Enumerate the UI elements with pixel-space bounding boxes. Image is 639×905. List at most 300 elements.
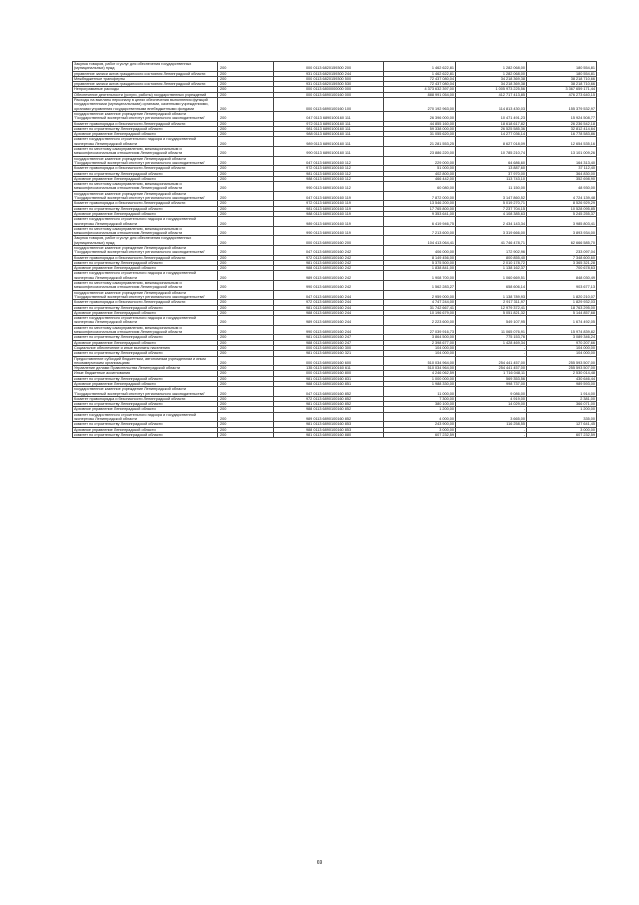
- row-executed-cell: 10 785 210,74: [456, 147, 527, 157]
- row-executed-cell: 569 353,56: [456, 376, 527, 381]
- row-unexecuted-cell: 15 924 508,77: [527, 111, 597, 121]
- row-executed-cell: 14 277 036,14: [456, 132, 527, 137]
- row-approved-cell: 229 000,00: [384, 156, 456, 166]
- row-approved-cell: 1 462 622,81: [384, 62, 456, 72]
- row-name-cell: Социальное обеспечение и иные выплаты населению: [73, 345, 218, 350]
- row-code-cell: 047 0113 6890100160 852: [274, 387, 384, 397]
- row-executed-cell: 37 970,00: [456, 171, 527, 176]
- row-name-cell: Архивное управление Ленинградской области: [73, 427, 218, 432]
- row-code-cell: 989 0113 6890100160 244: [274, 316, 384, 326]
- row-approved-cell: 1 988 330,00: [384, 382, 456, 387]
- row-chapter-cell: 200: [218, 266, 274, 271]
- row-unexecuted-cell: 989 593,00: [527, 382, 597, 387]
- row-approved-cell: 31 055 620,00: [384, 132, 456, 137]
- row-approved-cell: 7 872 000,00: [384, 191, 456, 201]
- row-name-cell: комитет государственного строительного надзора и государственной экспертизы Ленинградской области: [73, 137, 218, 147]
- row-code-cell: 972 0113 6890100160 112: [274, 166, 384, 171]
- row-approved-cell: 2 398 677,00: [384, 340, 456, 345]
- row-unexecuted-cell: 10 528 095,85: [527, 206, 597, 211]
- table-row: [73, 92, 597, 97]
- row-code-cell: 047 0113 6890100160 242: [274, 245, 384, 255]
- row-approved-cell: 27 039 916,73: [384, 325, 456, 335]
- row-chapter-cell: 200: [218, 396, 274, 401]
- table-row: [73, 191, 597, 201]
- row-name-cell: Архивное управление Ленинградской области: [73, 382, 218, 387]
- table-row: [73, 432, 597, 437]
- row-name-cell: комитет по строительству Ленинградской области: [73, 206, 218, 211]
- row-executed-cell: 1 005 973 225,56: [456, 87, 527, 92]
- row-unexecuted-cell: 18 763 295,00: [527, 305, 597, 310]
- row-chapter-cell: 200: [218, 121, 274, 126]
- row-chapter-cell: 200: [218, 182, 274, 192]
- row-chapter-cell: 200: [218, 335, 274, 340]
- row-approved-cell: 5 375 500,00: [384, 260, 456, 265]
- row-executed-cell: 64 686,60: [456, 156, 527, 166]
- row-chapter-cell: 200: [218, 176, 274, 181]
- table-row: [73, 182, 597, 192]
- row-code-cell: 990 0113 6890100160 242: [274, 281, 384, 291]
- row-approved-cell: 6 419 946,75: [384, 217, 456, 227]
- row-name-cell: комитет по строительству Ленинградской области: [73, 305, 218, 310]
- table-row: [73, 147, 597, 157]
- row-unexecuted-cell: 12 654 535,16: [527, 137, 597, 147]
- table-row: [73, 132, 597, 137]
- row-name-cell: Архивное управление Ленинградской области: [73, 340, 218, 345]
- row-code-cell: 135 0113 6890100160 611: [274, 366, 384, 371]
- row-approved-cell: 1 908 700,00: [384, 271, 456, 281]
- row-executed-cell: 1 138 162,37: [456, 266, 527, 271]
- row-name-cell: комитет по местному самоуправлению, межнациональным и межконфессиональным отношениям Ленинградской области: [73, 182, 218, 192]
- row-code-cell: 989 0113 6890100160 852: [274, 412, 384, 422]
- row-executed-cell: 14 029,00: [456, 402, 527, 407]
- row-chapter-cell: 200: [218, 92, 274, 97]
- row-unexecuted-cell: 903 677,13: [527, 281, 597, 291]
- row-approved-cell: 402 800,00: [384, 171, 456, 176]
- row-unexecuted-cell: 7 348 600,60: [527, 255, 597, 260]
- row-unexecuted-cell: 430 646,44: [527, 376, 597, 381]
- row-name-cell: комитет по местному самоуправлению, межнациональным и межконфессиональным отношениям Ленинградской области: [73, 281, 218, 291]
- table-row: [73, 260, 597, 265]
- row-approved-cell: 13 546 200,00: [384, 201, 456, 206]
- row-code-cell: 989 0113 6890100160 111: [274, 137, 384, 147]
- row-unexecuted-cell: 38 218 710,66: [527, 82, 597, 87]
- table-row: [73, 121, 597, 126]
- row-approved-cell: 4 000,00: [384, 412, 456, 422]
- table-row: [73, 422, 597, 427]
- row-chapter-cell: 200: [218, 166, 274, 171]
- table-row: [73, 71, 597, 76]
- row-chapter-cell: 200: [218, 245, 274, 255]
- row-approved-cell: 380 100,00: [384, 402, 456, 407]
- row-code-cell: 990 0113 6890100160 244: [274, 325, 384, 335]
- table-row: [73, 412, 597, 422]
- row-code-cell: 988 0113 6890100160 852: [274, 407, 384, 412]
- row-name-cell: Иные бюджетные ассигнования: [73, 371, 218, 376]
- table-row: [73, 271, 597, 281]
- row-unexecuted-cell: 1 914,00: [527, 387, 597, 397]
- row-approved-cell: 2 223 600,00: [384, 316, 456, 326]
- row-name-cell: комитет по строительству Ленинградской области: [73, 260, 218, 265]
- row-code-cell: 988 0113 6890100160 119: [274, 211, 384, 216]
- row-approved-cell: 270 192 963,00: [384, 98, 456, 112]
- row-code-cell: 981 0113 6890100160 853: [274, 422, 384, 427]
- row-unexecuted-cell: 4 724 139,48: [527, 191, 597, 201]
- row-unexecuted-cell: 164 313,40: [527, 156, 597, 166]
- row-name-cell: комитет государственного строительного надзора и государственной экспертизы Ленинградской области: [73, 412, 218, 422]
- row-chapter-cell: 200: [218, 87, 274, 92]
- row-executed-cell: 1 282 068,00: [456, 71, 527, 76]
- row-approved-cell: 104 000,00: [384, 351, 456, 356]
- row-name-cell: государственное казенное учреждение Ленинградской области "Государственный экспертный институт регионального законодательства": [73, 191, 218, 201]
- table-row: [73, 111, 597, 121]
- row-chapter-cell: 200: [218, 82, 274, 87]
- row-unexecuted-cell: 364 830,00: [527, 171, 597, 176]
- row-approved-cell: 7 300,00: [384, 396, 456, 401]
- table-row: [73, 396, 597, 401]
- row-code-cell: 972 0113 6890100160 852: [274, 396, 384, 401]
- row-name-cell: Межбюджетные трансферты: [73, 76, 218, 81]
- row-code-cell: 989 0113 6890100160 119: [274, 217, 384, 227]
- row-name-cell: комитет по строительству Ленинградской области: [73, 376, 218, 381]
- row-executed-cell: 2 917 311,97: [456, 300, 527, 305]
- row-code-cell: 047 0113 6890100160 244: [274, 290, 384, 300]
- table-body: [73, 62, 597, 438]
- row-chapter-cell: 200: [218, 98, 274, 112]
- table-row: [73, 290, 597, 300]
- row-name-cell: Архивное управление Ленинградской области: [73, 266, 218, 271]
- row-name-cell: комитет государственного строительного надзора и государственной экспертизы Ленинградской области: [73, 271, 218, 281]
- row-code-cell: 972 0113 6890100160 111: [274, 121, 384, 126]
- row-code-cell: 047 0113 6890100160 111: [274, 111, 384, 121]
- row-code-cell: 000 0113 6890100160 800: [274, 371, 384, 376]
- table-row: [73, 305, 597, 310]
- row-name-cell: Комитет правопорядка и безопасности Ленинградской области: [73, 121, 218, 126]
- table-row: [73, 211, 597, 216]
- row-chapter-cell: 200: [218, 412, 274, 422]
- row-chapter-cell: 200: [218, 171, 274, 176]
- row-chapter-cell: 200: [218, 305, 274, 310]
- row-executed-cell: 34 218 369,38: [456, 82, 527, 87]
- row-code-cell: 972 0113 6890100160 119: [274, 201, 384, 206]
- row-chapter-cell: 200: [218, 422, 274, 427]
- row-code-cell: 000 0113 6820159300 200: [274, 62, 384, 72]
- row-unexecuted-cell: 700 678,63: [527, 266, 597, 271]
- row-approved-cell: 4 373 632 397,00: [384, 87, 456, 92]
- row-executed-cell: 11 150,00: [456, 182, 527, 192]
- row-executed-cell: -: [456, 432, 527, 437]
- row-unexecuted-cell: 607 232,59: [527, 432, 597, 437]
- table-row: [73, 335, 597, 340]
- row-code-cell: 000 0113 6890100160 000: [274, 92, 384, 97]
- row-code-cell: 000 0113 6890100160 600: [274, 356, 384, 366]
- row-name-cell: комитет по строительству Ленинградской области: [73, 171, 218, 176]
- row-name-cell: комитет по местному самоуправлению, межнациональным и межконфессиональным отношениям Ленинградской области: [73, 147, 218, 157]
- row-unexecuted-cell: 127 641,45: [527, 422, 597, 427]
- row-executed-cell: 26 525 585,36: [456, 126, 527, 131]
- row-unexecuted-cell: 970 207,66: [527, 340, 597, 345]
- row-executed-cell: 5 051 821,32: [456, 310, 527, 315]
- row-code-cell: 000 0113 6890100160 300: [274, 345, 384, 350]
- row-name-cell: Непрограммные расходы: [73, 87, 218, 92]
- row-code-cell: 981 0113 6890100160 831: [274, 376, 384, 381]
- row-code-cell: 990 0113 6890100160 119: [274, 226, 384, 236]
- row-name-cell: управление записи актов гражданского состояния Ленинградской области: [73, 82, 218, 87]
- row-executed-cell: 5 019 270,71: [456, 201, 527, 206]
- row-executed-cell: 658 606,14: [456, 281, 527, 291]
- row-name-cell: комитет государственного строительного надзора и государственной экспертизы Ленинградской области: [73, 217, 218, 227]
- table-row: [73, 98, 597, 112]
- row-name-cell: Комитет правопорядка и безопасности Ленинградской области: [73, 166, 218, 171]
- row-code-cell: 000 0113 6820159300 500: [274, 76, 384, 81]
- row-approved-cell: 11 000,00: [384, 387, 456, 397]
- row-unexecuted-cell: 3 000,00: [527, 427, 597, 432]
- table-row: [73, 325, 597, 335]
- row-unexecuted-cell: 352 698,90: [527, 176, 597, 181]
- row-name-cell: комитет по строительству Ленинградской области: [73, 422, 218, 427]
- row-code-cell: 000 0113 6890100160 100: [274, 98, 384, 112]
- row-code-cell: 988 0113 6890100160 242: [274, 266, 384, 271]
- row-name-cell: Архивное управление Ленинградской области: [73, 211, 218, 216]
- row-approved-cell: 72 437 080,04: [384, 76, 456, 81]
- row-name-cell: Комитет правопорядка и безопасности Ленинградской области: [73, 300, 218, 305]
- table-row: [73, 137, 597, 147]
- row-code-cell: 981 0113 6890100160 321: [274, 351, 384, 356]
- row-executed-cell: 1 138 789,93: [456, 290, 527, 300]
- row-approved-cell: 888 991 054,00: [384, 92, 456, 97]
- row-unexecuted-cell: 255 593 507,00: [527, 356, 597, 366]
- row-approved-cell: 1 000 000,00: [384, 376, 456, 381]
- row-code-cell: 981 0113 6890100160 247: [274, 335, 384, 340]
- row-unexecuted-cell: 62 666 585,70: [527, 236, 597, 246]
- row-executed-cell: 13 887,60: [456, 166, 527, 171]
- row-name-cell: государственное казенное учреждение Ленинградской области "Государственный экспертный институт регионального законодательства": [73, 245, 218, 255]
- row-unexecuted-cell: 13 101 009,26: [527, 147, 597, 157]
- row-unexecuted-cell: 3 365 321,28: [527, 260, 597, 265]
- row-approved-cell: 607 232,59: [384, 432, 456, 437]
- row-chapter-cell: 200: [218, 147, 274, 157]
- row-code-cell: 000 0113 6800000000 000: [274, 87, 384, 92]
- row-chapter-cell: 200: [218, 111, 274, 121]
- row-approved-cell: 1 462 622,81: [384, 71, 456, 76]
- row-name-cell: Архивное управление Ленинградской области: [73, 176, 218, 181]
- row-approved-cell: 104 000,00: [384, 345, 456, 350]
- row-approved-cell: 243 900,00: [384, 422, 456, 427]
- row-approved-cell: 44 855 160,00: [384, 121, 456, 126]
- row-approved-cell: 60 080,00: [384, 182, 456, 192]
- row-code-cell: 988 0113 6890100160 111: [274, 132, 384, 137]
- row-code-cell: 047 0113 6890100160 112: [274, 156, 384, 166]
- row-chapter-cell: 200: [218, 427, 274, 432]
- row-unexecuted-cell: 3 985 803,41: [527, 217, 597, 227]
- row-approved-cell: 510 034 964,00: [384, 366, 456, 371]
- row-name-cell: комитет по местному самоуправлению, межнациональным и межконфессиональным отношениям Ленинградской области: [73, 325, 218, 335]
- table-row: [73, 62, 597, 72]
- row-unexecuted-cell: 26 236 542,18: [527, 121, 597, 126]
- row-executed-cell: 4 919,00: [456, 396, 527, 401]
- row-approved-cell: 59 338 000,00: [384, 126, 456, 131]
- row-unexecuted-cell: 848 030,49: [527, 271, 597, 281]
- row-name-cell: Архивное управление Ленинградской области: [73, 407, 218, 412]
- row-approved-cell: 9 353 641,00: [384, 211, 456, 216]
- row-code-cell: 990 0113 6890100160 112: [274, 182, 384, 192]
- row-unexecuted-cell: 233 097,04: [527, 245, 597, 255]
- row-executed-cell: 18 618 617,82: [456, 121, 527, 126]
- row-chapter-cell: 200: [218, 126, 274, 131]
- row-code-cell: 988 0113 6890100160 851: [274, 382, 384, 387]
- row-unexecuted-cell: 1 820 210,07: [527, 290, 597, 300]
- row-unexecuted-cell: 1 200,00: [527, 407, 597, 412]
- row-executed-cell: 172 902,96: [456, 245, 527, 255]
- row-unexecuted-cell: 3 367 659 171,44: [527, 87, 597, 92]
- row-unexecuted-cell: 37 112,40: [527, 166, 597, 171]
- row-name-cell: Предоставление субсидий бюджетным, автономным учреждениям и иным некоммерческим организациям: [73, 356, 218, 366]
- row-chapter-cell: 200: [218, 255, 274, 260]
- row-unexecuted-cell: 180 554,81: [527, 71, 597, 76]
- row-unexecuted-cell: 16 778 583,86: [527, 132, 597, 137]
- row-chapter-cell: 200: [218, 356, 274, 366]
- row-executed-cell: -: [456, 407, 527, 412]
- row-chapter-cell: 200: [218, 351, 274, 356]
- row-name-cell: государственное казенное учреждение Ленинградской области "Государственный экспертный институт регионального законодательства": [73, 290, 218, 300]
- row-executed-cell: 10 471 491,23: [456, 111, 527, 121]
- row-executed-cell: 1 060 669,51: [456, 271, 527, 281]
- row-executed-cell: 113 743,10: [456, 176, 527, 181]
- table-row: [73, 387, 597, 397]
- row-executed-cell: 114 813 430,03: [456, 98, 527, 112]
- row-chapter-cell: 200: [218, 407, 274, 412]
- row-executed-cell: 254 441 457,00: [456, 356, 527, 366]
- row-unexecuted-cell: 104 000,00: [527, 351, 597, 356]
- row-executed-cell: 1 282 068,00: [456, 62, 527, 72]
- row-chapter-cell: 200: [218, 206, 274, 211]
- row-unexecuted-cell: 38 218 710,66: [527, 76, 597, 81]
- row-code-cell: 931 0113 6820159300 244: [274, 71, 384, 76]
- row-approved-cell: 26 396 000,00: [384, 111, 456, 121]
- row-code-cell: 000 0113 6890100160 200: [274, 236, 384, 246]
- row-code-cell: 988 0113 6890100160 112: [274, 176, 384, 181]
- row-executed-cell: 998 737,00: [456, 382, 527, 387]
- row-chapter-cell: 200: [218, 137, 274, 147]
- row-name-cell: комитет по строительству Ленинградской области: [73, 126, 218, 131]
- row-code-cell: 981 0113 6890100160 112: [274, 171, 384, 176]
- row-chapter-cell: 200: [218, 271, 274, 281]
- row-approved-cell: 1 562 283,27: [384, 281, 456, 291]
- row-name-cell: Обеспечение деятельности (услуги, работы) государственных учреждений: [73, 92, 218, 97]
- row-unexecuted-cell: 366 071,00: [527, 402, 597, 407]
- table-row: [73, 402, 597, 407]
- row-chapter-cell: 200: [218, 62, 274, 72]
- row-unexecuted-cell: 3 893 934,00: [527, 226, 597, 236]
- row-chapter-cell: 200: [218, 76, 274, 81]
- row-chapter-cell: 200: [218, 402, 274, 407]
- row-chapter-cell: 200: [218, 191, 274, 201]
- table-row: [73, 340, 597, 345]
- row-executed-cell: 2 434 143,34: [456, 217, 527, 227]
- row-code-cell: 981 0113 6890100160 242: [274, 260, 384, 265]
- row-executed-cell: 41 746 478,71: [456, 236, 527, 246]
- row-approved-cell: 406 000,00: [384, 245, 456, 255]
- table-row: [73, 300, 597, 305]
- row-executed-cell: 116 258,55: [456, 422, 527, 427]
- table-row: [73, 255, 597, 260]
- row-chapter-cell: 200: [218, 290, 274, 300]
- table-row: [73, 245, 597, 255]
- row-executed-cell: 3 665,00: [456, 412, 527, 422]
- row-unexecuted-cell: 32 812 414,64: [527, 126, 597, 131]
- row-approved-cell: 466 442,00: [384, 176, 456, 181]
- row-name-cell: Архивное управление Ленинградской области: [73, 310, 218, 315]
- budget-execution-table: [72, 61, 597, 438]
- row-approved-cell: 104 413 064,41: [384, 236, 456, 246]
- budget-execution-table-sheet: [72, 61, 596, 438]
- table-row: [73, 171, 597, 176]
- row-unexecuted-cell: 1 674 492,05: [527, 316, 597, 326]
- row-chapter-cell: 200: [218, 340, 274, 345]
- row-chapter-cell: 200: [218, 156, 274, 166]
- row-name-cell: комитет по местному самоуправлению, межнациональным и межконфессиональным отношениям Ленинградской области: [73, 226, 218, 236]
- row-chapter-cell: 200: [218, 71, 274, 76]
- row-chapter-cell: 200: [218, 376, 274, 381]
- row-executed-cell: 3 319 666,00: [456, 226, 527, 236]
- table-row: [73, 366, 597, 371]
- row-executed-cell: 8 627 018,09: [456, 137, 527, 147]
- row-executed-cell: 1 428 469,34: [456, 340, 527, 345]
- row-code-cell: 990 0113 6890100160 111: [274, 147, 384, 157]
- row-name-cell: Закупка товаров, работ и услуг для обеспечения государственных (муниципальных) нужд: [73, 62, 218, 72]
- table-row: [73, 156, 597, 166]
- row-approved-cell: 510 034 964,00: [384, 356, 456, 366]
- row-unexecuted-cell: 3 089 346,24: [527, 335, 597, 340]
- row-chapter-cell: 200: [218, 366, 274, 371]
- row-name-cell: комитет государственного строительного надзора и государственной экспертизы Ленинградской области: [73, 316, 218, 326]
- row-approved-cell: 3 000,00: [384, 427, 456, 432]
- row-unexecuted-cell: 5 144 857,68: [527, 310, 597, 315]
- row-unexecuted-cell: 48 930,00: [527, 182, 597, 192]
- row-chapter-cell: 200: [218, 201, 274, 206]
- row-unexecuted-cell: 2 381,00: [527, 396, 597, 401]
- row-name-cell: Архивное управление Ленинградской области: [73, 132, 218, 137]
- row-chapter-cell: 200: [218, 432, 274, 437]
- row-approved-cell: 8 149 456,00: [384, 255, 456, 260]
- row-chapter-cell: 200: [218, 211, 274, 216]
- row-approved-cell: 4 246 062,59: [384, 371, 456, 376]
- row-chapter-cell: 200: [218, 316, 274, 326]
- row-name-cell: управление записи актов гражданского состояния Ленинградской области: [73, 71, 218, 76]
- row-code-cell: 981 0113 6890100160 119: [274, 206, 384, 211]
- row-unexecuted-cell: 8 526 929,29: [527, 201, 597, 206]
- row-name-cell: Управление делами Правительства Ленинградской области: [73, 366, 218, 371]
- row-unexecuted-cell: 335,00: [527, 412, 597, 422]
- row-name-cell: комитет по строительству Ленинградской области: [73, 402, 218, 407]
- page-number: 69: [316, 860, 323, 866]
- table-row: [73, 217, 597, 227]
- row-code-cell: 989 0113 6890100160 242: [274, 271, 384, 281]
- row-unexecuted-cell: 104 000,00: [527, 345, 597, 350]
- table-row: [73, 176, 597, 181]
- row-approved-cell: 1 838 841,00: [384, 266, 456, 271]
- row-executed-cell: -: [456, 427, 527, 432]
- table-row: [73, 316, 597, 326]
- row-executed-cell: 2 010 178,72: [456, 260, 527, 265]
- row-chapter-cell: 200: [218, 281, 274, 291]
- row-code-cell: 981 0113 6890100160 244: [274, 305, 384, 310]
- table-row: [73, 236, 597, 246]
- row-executed-cell: 800 855,40: [456, 255, 527, 260]
- row-code-cell: 988 0113 6890100160 853: [274, 427, 384, 432]
- row-executed-cell: 3 147 860,52: [456, 191, 527, 201]
- row-code-cell: 981 0113 6890100160 852: [274, 402, 384, 407]
- row-executed-cell: 11 065 076,91: [456, 325, 527, 335]
